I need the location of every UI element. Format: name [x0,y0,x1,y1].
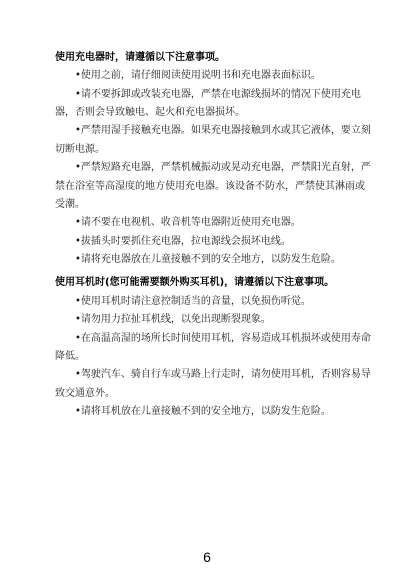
list-item [55,86,395,123]
item-line: •使用之前，请仔细阅读使用说明书和充电器表面标识。 [75,70,321,82]
item-line: •请勿用力拉扯耳机线，以免出现断裂现象。 [75,314,271,326]
item-line: 受潮。 [55,198,85,210]
list-item [55,159,395,214]
item-line: •驾驶汽车、骑自行车或马路上行走时，请勿使用耳机，否则容易导 [75,369,371,381]
item-line: •严禁用湿手接触充电器。如果充电器接触到水或其它液体，要立刻 [75,125,371,137]
item-line: •使用耳机时请注意控制适当的音量，以免损伤听觉。 [75,295,311,307]
item-line: 致交通意外。 [55,387,115,399]
charger-safety-section [55,49,395,270]
list-item [55,403,395,421]
item-line: 器，否则会导致触电、起火和充电器损坏。 [55,106,245,118]
item-line: •拔插头时要抓住充电器，拉电源线会损坏电线。 [75,235,291,247]
list-item [55,311,395,329]
section-heading: 使用耳机时(您可能需要额外购买耳机)，请遵循以下注意事项。 [55,277,335,289]
list-item [55,293,395,311]
item-line: 禁在浴室等高湿度的地方使用充电器。该设备不防水，严禁使其淋雨或 [55,180,365,192]
list-item [55,251,395,269]
item-line: •在高温高湿的场所长时间使用耳机，容易造成耳机损坏或使用寿命 [75,332,371,344]
list-item [55,366,395,403]
item-line: 切断电源。 [55,143,105,155]
section-heading: 使用充电器时，请遵循以下注意事项。 [55,51,225,63]
list-item [55,233,395,251]
document-body [55,49,395,422]
page-number: 6 [203,549,211,565]
item-line: 降低。 [55,351,85,363]
item-line: •请不要拆卸或改装充电器，严禁在电源线损坏的情况下使用充电 [75,88,361,100]
item-line: •请将充电器放在儿童接触不到的安全地方，以防发生危险。 [75,254,341,266]
item-line: •请将耳机放在儿童接触不到的安全地方，以防发生危险。 [75,406,331,418]
list-item [55,122,395,159]
list-item [55,214,395,232]
list-item [55,67,395,85]
item-line: •请不要在电视机、收音机等电器附近使用充电器。 [75,217,301,229]
list-item [55,330,395,367]
item-line: •严禁短路充电器，严禁机械振动或晃动充电器，严禁阳光直射，严 [75,162,371,174]
earphone-safety-section [55,274,395,421]
